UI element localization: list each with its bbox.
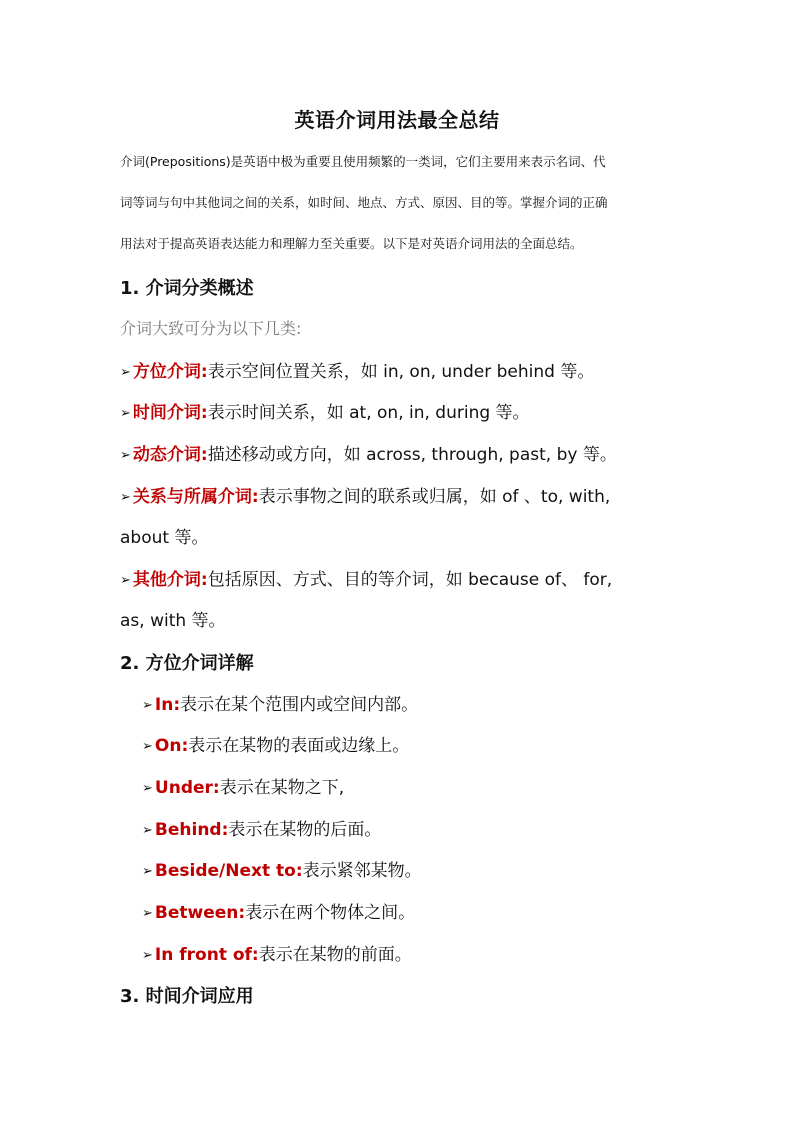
preposition-desc: 表示在某物的前面。 (258, 945, 412, 965)
arrow-bullet-icon: ➢ (142, 948, 153, 963)
arrow-bullet-icon: ➢ (142, 698, 153, 713)
category-term: 动态介词: (132, 445, 208, 465)
category-term: 时间介词: (132, 403, 208, 423)
preposition-item (142, 856, 422, 881)
arrow-bullet-icon: ➢ (120, 365, 131, 380)
preposition-desc: 表示在某物的后面。 (228, 820, 382, 840)
category-item (120, 565, 612, 590)
arrow-bullet-icon: ➢ (120, 573, 131, 588)
preposition-item (142, 773, 344, 798)
preposition-desc: 表示在某个范围内或空间内部。 (180, 695, 419, 715)
preposition-term: Between: (154, 903, 246, 923)
category-item (120, 482, 610, 507)
arrow-bullet-icon: ➢ (142, 823, 153, 838)
category-term: 关系与所属介词: (132, 487, 259, 507)
category-item (120, 440, 617, 465)
preposition-term: On: (154, 736, 189, 756)
arrow-bullet-icon: ➢ (120, 448, 131, 463)
category-term: 其他介词: (132, 570, 208, 590)
arrow-bullet-icon: ➢ (142, 739, 153, 754)
preposition-term: Behind: (154, 820, 229, 840)
arrow-bullet-icon: ➢ (120, 490, 131, 505)
category-desc: 表示事物之间的联系或归属，如 of 、to, with, (258, 487, 611, 507)
preposition-term: In: (154, 695, 181, 715)
category-item (120, 357, 594, 382)
section1-heading: 1. 介词分类概述 (120, 278, 254, 299)
category-desc: 包括原因、方式、目的等介词，如 because of、 for, (207, 570, 613, 590)
category-term: 方位介词: (132, 362, 208, 382)
arrow-bullet-icon: ➢ (142, 781, 153, 796)
section1-lead: 介词大致可分为以下几类: (120, 319, 302, 338)
category-desc-continued: about 等。 (120, 528, 209, 548)
category-desc: 表示空间位置关系，如 in, on, under behind 等。 (207, 362, 595, 382)
doc-title: 英语介词用法最全总结 (294, 108, 500, 132)
category-desc: 描述移动或方向，如 across, through, past, by 等。 (207, 445, 617, 465)
section2-heading: 2. 方位介词详解 (120, 653, 254, 674)
preposition-term: In front of: (154, 945, 259, 965)
arrow-bullet-icon: ➢ (142, 906, 153, 921)
category-desc-continued: as, with 等。 (120, 611, 226, 631)
intro-line-3: 用法对于提高英语表达能力和理解力至关重要。以下是对英语介词用法的全面总结。 (120, 236, 583, 251)
intro-line-2: 词等词与句中其他词之间的关系，如时间、地点、方式、原因、目的等。掌握介词的正确 (120, 195, 608, 210)
arrow-bullet-icon: ➢ (120, 406, 131, 421)
arrow-bullet-icon: ➢ (142, 864, 153, 879)
intro-line-1: 介词(Prepositions)是英语中极为重要且使用频繁的一类词，它们主要用来表示名词、代 (120, 154, 606, 169)
preposition-desc: 表示在某物的表面或边缘上。 (188, 736, 410, 756)
preposition-item (142, 690, 418, 715)
preposition-item (142, 940, 412, 965)
preposition-item (142, 898, 415, 923)
category-desc: 表示时间关系，如 at, on, in, during 等。 (207, 403, 530, 423)
preposition-desc: 表示在某物之下, (219, 778, 345, 798)
preposition-item (142, 815, 381, 840)
preposition-term: Under: (154, 778, 220, 798)
preposition-term: Beside/Next to: (154, 861, 303, 881)
preposition-item (142, 731, 409, 756)
preposition-desc: 表示在两个物体之间。 (245, 903, 416, 923)
preposition-desc: 表示紧邻某物。 (302, 861, 422, 881)
section3-heading: 3. 时间介词应用 (120, 986, 254, 1007)
category-item (120, 398, 530, 423)
